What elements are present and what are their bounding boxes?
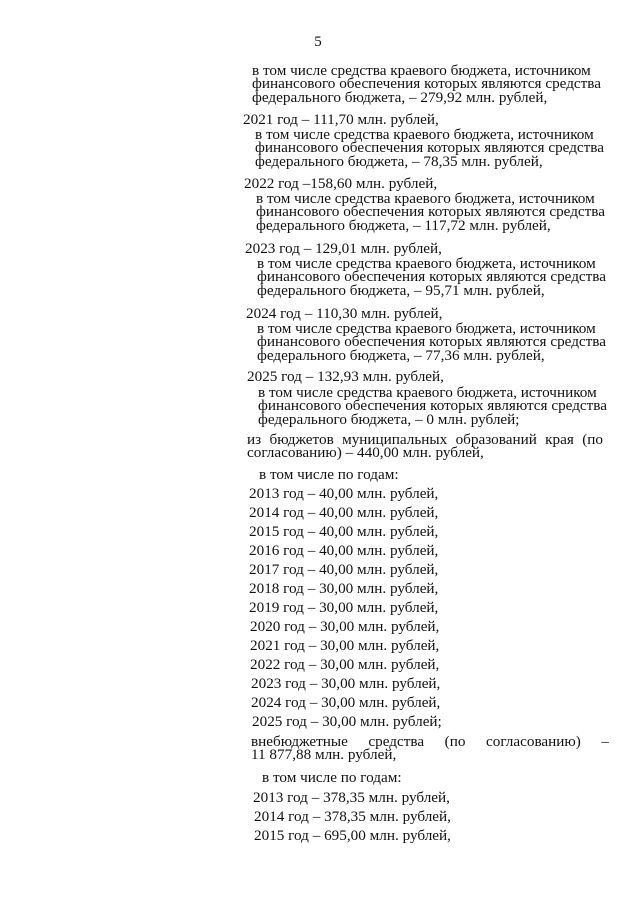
text-line: финансового обеспечения которых являются средства: [252, 75, 602, 93]
text-line: согласованию) – 440,00 млн. рублей,: [247, 444, 484, 462]
page-number: 5: [314, 34, 322, 50]
text-line: в том числе средства краевого бюджета, источником: [257, 320, 596, 337]
text-line: в том числе средства краевого бюджета, источником: [256, 190, 595, 207]
offbudget-year-line: 2014 год – 378,35 млн. рублей,: [254, 808, 451, 825]
federal-funds-total-paragraph: [252, 64, 601, 104]
text-line: федерального бюджета, – 78,35 млн. рублей,: [255, 152, 543, 170]
text-line: финансового обеспечения которых являются средства: [257, 333, 607, 351]
municipal-year-line: 2023 год – 30,00 млн. рублей,: [251, 675, 441, 692]
year-2023-total: 2023 год – 129,01 млн. рублей,: [245, 240, 442, 257]
federal-funds-2025-paragraph: [258, 386, 607, 426]
text-line: финансового обеспечения которых являются средства: [256, 203, 606, 221]
municipal-budgets-paragraph: [247, 433, 603, 460]
municipal-year-line: 2016 год – 40,00 млн. рублей,: [249, 542, 439, 559]
municipal-year-line: 2017 год – 40,00 млн. рублей,: [249, 561, 439, 578]
federal-funds-2022-paragraph: [256, 192, 605, 232]
municipal-year-line: 2019 год – 30,00 млн. рублей,: [249, 599, 439, 616]
text-line: в том числе средства краевого бюджета, источником: [252, 62, 591, 79]
text-line: в том числе средства краевого бюджета, источником: [255, 126, 594, 143]
text-line: внебюджетные средства (по согласованию) –: [251, 733, 609, 750]
federal-funds-2023-paragraph: [257, 257, 606, 297]
municipal-year-line: 2013 год – 40,00 млн. рублей,: [249, 485, 439, 502]
municipal-year-line: 2014 год – 40,00 млн. рублей,: [249, 504, 439, 521]
year-2025-total: 2025 год – 132,93 млн. рублей,: [247, 368, 444, 385]
federal-funds-2024-paragraph: [257, 322, 606, 362]
text-line: федерального бюджета, – 117,72 млн. рублей,: [256, 216, 551, 234]
offbudget-year-line: 2015 год – 695,00 млн. рублей,: [254, 827, 451, 844]
text-line: в том числе средства краевого бюджета, источником: [257, 255, 596, 272]
text-line: финансового обеспечения которых являются средства: [255, 139, 605, 157]
text-line: из бюджетов муниципальных образований края (по: [247, 431, 603, 448]
offbudget-funds-paragraph: [251, 735, 609, 762]
by-years-label: в том числе по годам:: [262, 769, 402, 786]
year-2022-total: 2022 год –158,60 млн. рублей,: [244, 175, 438, 192]
by-years-label: в том числе по годам:: [259, 466, 399, 483]
federal-funds-2021-paragraph: [255, 128, 604, 168]
text-line: федерального бюджета, – 0 млн. рублей;: [258, 410, 520, 428]
text-line: в том числе средства краевого бюджета, источником: [258, 384, 597, 401]
text-line: финансового обеспечения которых являются средства: [258, 397, 608, 415]
municipal-year-line: 2021 год – 30,00 млн. рублей,: [250, 637, 440, 654]
text-line: финансового обеспечения которых являются средства: [257, 268, 607, 286]
year-2024-total: 2024 год – 110,30 млн. рублей,: [246, 305, 443, 322]
year-2021-total: 2021 год – 111,70 млн. рублей,: [243, 111, 439, 128]
text-line: 11 877,88 млн. рублей,: [251, 746, 397, 764]
text-line: федерального бюджета, – 77,36 млн. рублей,: [257, 346, 545, 364]
municipal-year-line: 2015 год – 40,00 млн. рублей,: [249, 523, 439, 540]
municipal-year-line: 2025 год – 30,00 млн. рублей;: [252, 713, 442, 730]
text-line: федерального бюджета, – 95,71 млн. рублей,: [257, 281, 545, 299]
municipal-year-line: 2022 год – 30,00 млн. рублей,: [250, 656, 440, 673]
offbudget-year-line: 2013 год – 378,35 млн. рублей,: [253, 789, 450, 806]
municipal-year-line: 2020 год – 30,00 млн. рублей,: [250, 618, 440, 635]
text-line: федерального бюджета, – 279,92 млн. рублей,: [252, 88, 548, 106]
municipal-year-line: 2024 год – 30,00 млн. рублей,: [251, 694, 441, 711]
municipal-year-line: 2018 год – 30,00 млн. рублей,: [249, 580, 439, 597]
